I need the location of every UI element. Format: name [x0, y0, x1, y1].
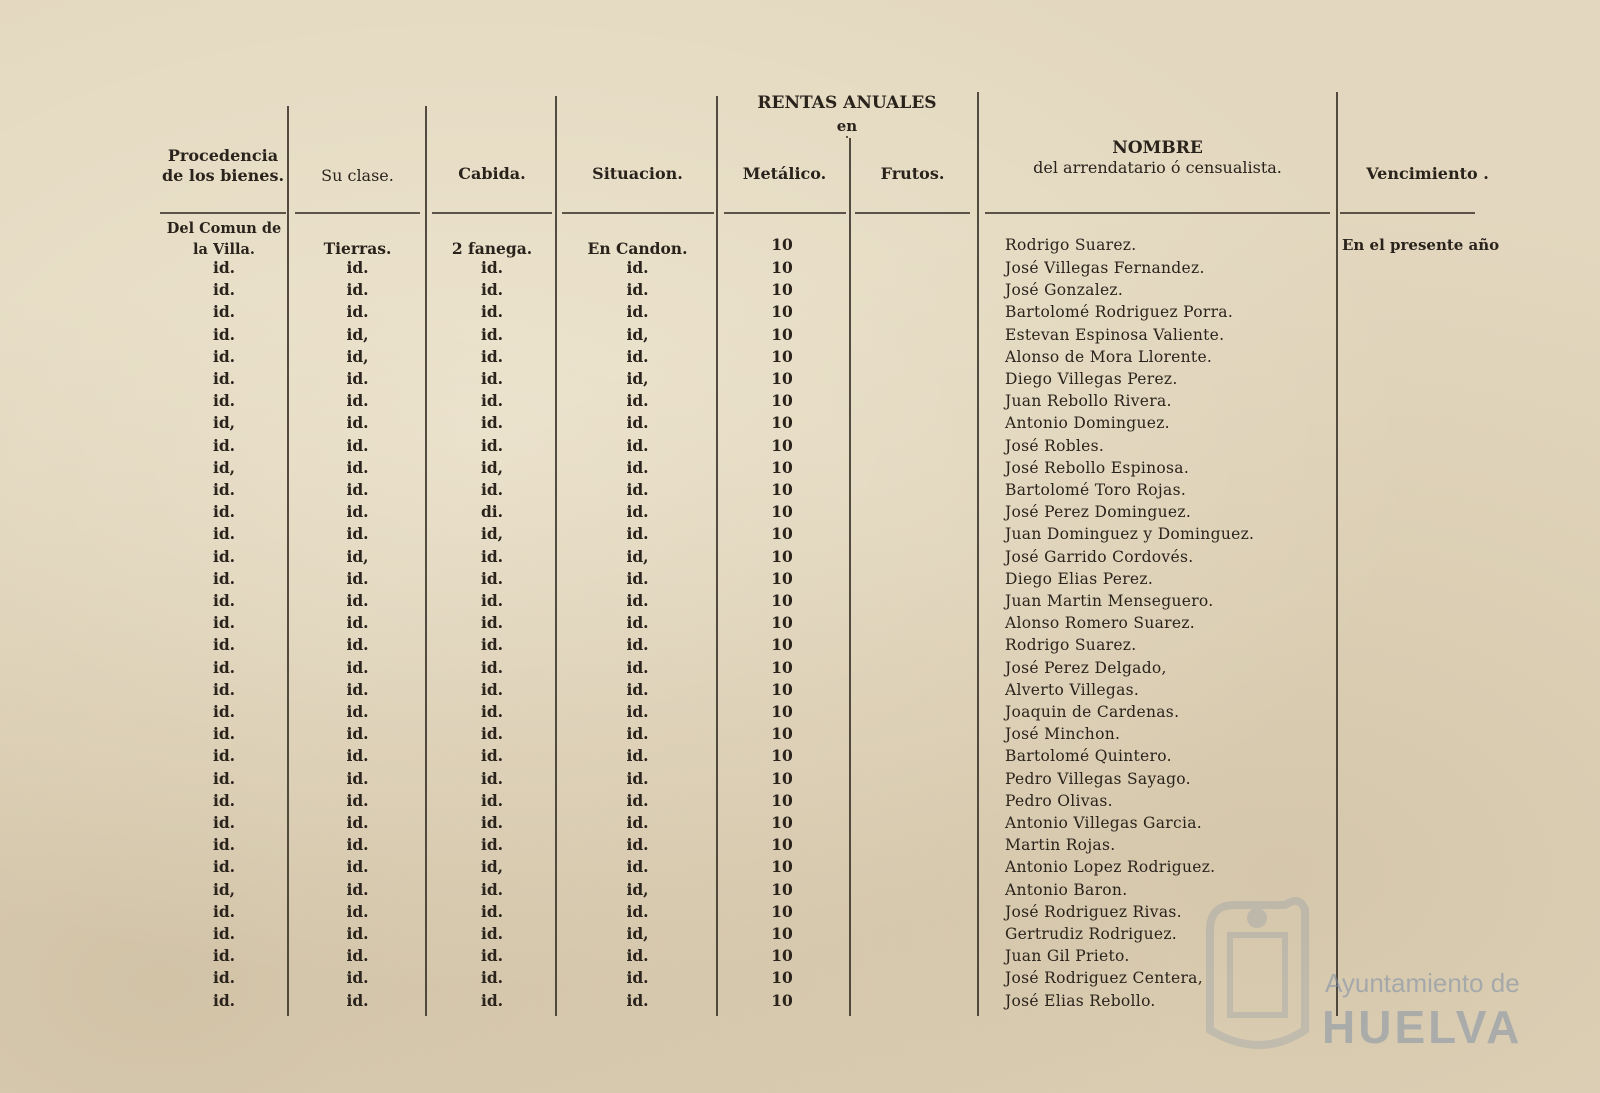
cell-clase: id. [346, 768, 369, 788]
cell-situacion: En Candon. [587, 239, 688, 258]
cell-metalico: 10 [771, 968, 793, 988]
cell-situacion: id. [626, 391, 649, 411]
cell-procedencia: id. [212, 524, 236, 544]
table-row [0, 390, 1600, 412]
cell-nombre: Juan Dominguez y Dominguez. [1005, 525, 1255, 544]
cell-cabida: id, [480, 524, 504, 544]
cell-situacion: id. [626, 790, 649, 810]
cell-nombre: Joaquin de Cardenas. [1005, 703, 1180, 721]
table-row [0, 346, 1600, 368]
cell-nombre: José Villegas Fernandez. [1005, 259, 1205, 277]
cell-procedencia: id. [212, 324, 236, 344]
table-row [0, 257, 1600, 279]
cell-clase: id. [346, 879, 369, 899]
cell-procedencia [160, 218, 288, 260]
header-nombre-line2: del arrendatario ó censualista. [1033, 158, 1282, 177]
cell-cabida: id. [480, 657, 504, 677]
cell-nombre: Antonio Villegas Garcia. [1005, 814, 1202, 832]
cell-metalico: 10 [771, 901, 793, 921]
cell-cabida: id. [480, 568, 504, 588]
cell-cabida: id. [480, 879, 504, 899]
cell-metalico: 10 [771, 568, 793, 588]
cell-situacion: id. [626, 457, 649, 477]
cell-situacion: id, [626, 324, 649, 344]
cell-cabida: 2 fanega. [451, 239, 533, 258]
cell-situacion: id. [626, 724, 649, 744]
cell-cabida: id. [480, 435, 504, 455]
cell-nombre: Bartolomé Toro Rojas. [1005, 481, 1187, 499]
cell-cabida: id. [480, 391, 504, 411]
cell-procedencia: id. [212, 546, 236, 566]
cell-clase: id. [346, 946, 369, 966]
cell-procedencia: id. [212, 990, 236, 1010]
cell-metalico: 10 [771, 746, 793, 766]
cell-procedencia: id. [212, 813, 236, 832]
cell-metalico: 10 [771, 546, 793, 566]
cell-nombre: Juan Gil Prieto. [1005, 947, 1130, 966]
cell-procedencia: id. [212, 613, 236, 633]
cell-nombre: Antonio Dominguez. [1005, 414, 1170, 433]
cell-cabida: id. [480, 369, 504, 388]
cell-nombre: Diego Elias Perez. [1005, 569, 1154, 588]
table-row [0, 301, 1600, 323]
cell-situacion: id. [626, 679, 649, 699]
cell-nombre: Rodrigo Suarez. [1005, 236, 1137, 254]
cell-metalico: 10 [771, 502, 793, 522]
cell-situacion: id. [626, 813, 649, 832]
cell-procedencia: id. [212, 835, 236, 855]
cell-clase: id. [346, 657, 369, 677]
cell-metalico: 10 [771, 813, 793, 832]
cell-nombre: Bartolomé Quintero. [1005, 747, 1172, 766]
cell-cabida: id. [480, 302, 504, 322]
cell-procedencia: id. [212, 346, 236, 366]
cell-nombre: Juan Martin Menseguero. [1005, 592, 1214, 610]
cell-procedencia: id. [212, 435, 236, 455]
cell-nombre: José Perez Dominguez. [1005, 503, 1192, 522]
cell-procedencia-line1: Del Comun de [166, 220, 282, 237]
cell-metalico: 10 [771, 391, 793, 411]
cell-cabida: id. [480, 924, 504, 943]
cell-clase: Tierras. [323, 239, 392, 258]
header-rule-situacion [562, 212, 714, 214]
cell-cabida: id, [480, 857, 504, 877]
cell-cabida: id. [480, 280, 504, 300]
cell-metalico: 10 [771, 480, 793, 499]
cell-vencimiento: En el presente año [1342, 236, 1500, 254]
table-row [0, 745, 1600, 767]
header-rentas-en: en [836, 117, 858, 135]
cell-procedencia: id. [212, 502, 236, 522]
header-situacion: Situacion. [592, 164, 683, 183]
cell-metalico: 10 [771, 235, 793, 254]
header-nombre-line1: NOMBRE [1112, 138, 1203, 158]
cell-clase: id. [346, 302, 369, 322]
cell-cabida: id. [480, 724, 504, 744]
cell-nombre: José Perez Delgado, [1005, 658, 1167, 677]
cell-clase: id, [346, 324, 369, 344]
table-row [0, 501, 1600, 523]
cell-nombre: José Elias Rebollo. [1005, 991, 1156, 1010]
cell-metalico: 10 [771, 613, 793, 633]
header-procedencia-line2: de los bienes. [161, 166, 285, 185]
header-rule-nombre [985, 212, 1330, 214]
cell-clase: id. [346, 524, 369, 544]
cell-clase: id, [346, 346, 369, 366]
cell-cabida: id, [480, 457, 504, 477]
table-row [0, 568, 1600, 590]
cell-clase: id. [346, 435, 369, 455]
cell-procedencia: id. [212, 702, 236, 721]
cell-procedencia: id. [212, 746, 236, 766]
cell-situacion: id. [626, 635, 649, 655]
cell-procedencia: id. [212, 280, 236, 300]
cell-situacion: id. [626, 302, 649, 322]
cell-cabida: id. [480, 990, 504, 1010]
cell-metalico: 10 [771, 369, 793, 388]
cell-cabida: id. [480, 790, 504, 810]
cell-metalico: 10 [771, 635, 793, 655]
header-vencimiento: Vencimiento . [1366, 164, 1489, 183]
watermark-line2: HUELVA [1322, 1001, 1523, 1053]
table-row [0, 546, 1600, 568]
rentas-rule [846, 136, 848, 138]
cell-cabida: id. [480, 768, 504, 788]
cell-cabida: id. [480, 946, 504, 966]
cell-cabida: id. [480, 613, 504, 633]
cell-metalico: 10 [771, 280, 793, 300]
cell-procedencia: id. [212, 480, 236, 499]
table-row [0, 856, 1600, 878]
cell-situacion: id. [626, 568, 649, 588]
cell-procedencia: id, [212, 457, 236, 477]
cell-cabida: id. [480, 324, 504, 344]
cell-clase: id. [346, 835, 369, 855]
cell-situacion: id. [626, 613, 649, 633]
header-rule-cabida [432, 212, 552, 214]
cell-nombre: Estevan Espinosa Valiente. [1005, 325, 1225, 344]
header-procedencia [160, 146, 286, 186]
header-metalico: Metálico. [742, 164, 827, 183]
cell-situacion: id, [626, 924, 649, 943]
cell-cabida: id. [480, 480, 504, 499]
cell-situacion: id. [626, 835, 649, 855]
cell-cabida: id. [480, 702, 504, 721]
cell-cabida: id. [480, 746, 504, 766]
header-nombre [985, 138, 1330, 178]
cell-situacion: id. [626, 990, 649, 1010]
cell-clase: id. [346, 391, 369, 411]
cell-metalico: 10 [771, 946, 793, 966]
cell-procedencia: id. [212, 901, 236, 921]
cell-clase: id. [346, 635, 369, 655]
cell-procedencia: id. [212, 679, 236, 699]
cell-metalico: 10 [771, 924, 793, 943]
cell-procedencia: id. [212, 968, 236, 988]
cell-cabida: id. [480, 413, 504, 433]
cell-metalico: 10 [771, 258, 793, 277]
table-row-first [0, 218, 1600, 262]
cell-clase: id. [346, 724, 369, 744]
cell-situacion: id. [626, 258, 649, 277]
cell-situacion: id. [626, 280, 649, 300]
cell-nombre: Pedro Villegas Sayago. [1005, 769, 1191, 788]
table-row [0, 279, 1600, 301]
table-row [0, 324, 1600, 346]
cell-procedencia: id, [212, 879, 236, 899]
cell-cabida: id. [480, 901, 504, 921]
cell-nombre: Gertrudiz Rodriguez. [1005, 925, 1178, 943]
cell-clase: id. [346, 480, 369, 499]
cell-nombre: José Garrido Cordovés. [1005, 547, 1194, 566]
table-row [0, 479, 1600, 501]
cell-nombre: Diego Villegas Perez. [1005, 370, 1178, 388]
cell-clase: id. [346, 258, 369, 277]
table-row [0, 790, 1600, 812]
cell-nombre: Rodrigo Suarez. [1005, 636, 1137, 655]
cell-situacion: id. [626, 746, 649, 766]
cell-clase: id. [346, 413, 369, 433]
cell-procedencia: id. [212, 391, 236, 411]
cell-clase: id. [346, 924, 369, 943]
header-clase: Su clase. [321, 166, 394, 185]
cell-clase: id. [346, 968, 369, 988]
cell-situacion: id. [626, 413, 649, 433]
cell-nombre: Antonio Baron. [1005, 880, 1128, 899]
cell-procedencia: id, [212, 413, 236, 433]
table-row [0, 723, 1600, 745]
header-frutos: Frutos. [880, 164, 945, 183]
table-row [0, 412, 1600, 434]
cell-metalico: 10 [771, 591, 793, 610]
table-row [0, 768, 1600, 790]
cell-procedencia: id. [212, 302, 236, 322]
cell-nombre: Alverto Villegas. [1005, 680, 1140, 699]
cell-situacion: id. [626, 657, 649, 677]
cell-clase: id. [346, 813, 369, 832]
cell-clase: id. [346, 369, 369, 388]
cell-cabida: id. [480, 258, 504, 277]
cell-procedencia: id. [212, 568, 236, 588]
cell-clase: id. [346, 280, 369, 300]
cell-cabida: id. [480, 546, 504, 566]
cell-procedencia-line2: la Villa. [193, 241, 255, 258]
cell-situacion: id. [626, 502, 649, 522]
cell-clase: id. [346, 502, 369, 522]
table-row [0, 812, 1600, 834]
table-row [0, 657, 1600, 679]
cell-metalico: 10 [771, 990, 793, 1010]
cell-procedencia: id. [212, 369, 236, 388]
cell-nombre: José Rodriguez Rivas. [1005, 902, 1182, 921]
cell-clase: id. [346, 591, 369, 610]
cell-metalico: 10 [771, 879, 793, 899]
cell-situacion: id. [626, 768, 649, 788]
cell-clase: id. [346, 990, 369, 1010]
cell-clase: id. [346, 679, 369, 699]
cell-metalico: 10 [771, 524, 793, 544]
header-rule-procedencia [160, 212, 286, 214]
cell-clase: id. [346, 702, 369, 721]
header-cabida: Cabida. [458, 164, 526, 183]
cell-clase: id. [346, 901, 369, 921]
cell-metalico: 10 [771, 857, 793, 877]
table-row [0, 457, 1600, 479]
cell-nombre: Juan Rebollo Rivera. [1005, 392, 1172, 411]
header-rule-metalico [724, 212, 846, 214]
cell-procedencia: id. [212, 790, 236, 810]
cell-metalico: 10 [771, 724, 793, 744]
cell-cabida: id. [480, 968, 504, 988]
cell-procedencia: id. [212, 924, 236, 943]
table-row [0, 590, 1600, 612]
cell-metalico: 10 [771, 768, 793, 788]
cell-situacion: id. [626, 591, 649, 610]
cell-metalico: 10 [771, 835, 793, 855]
cell-situacion: id. [626, 946, 649, 966]
cell-clase: id, [346, 546, 369, 566]
cell-procedencia: id. [212, 768, 236, 788]
cell-procedencia: id. [212, 946, 236, 966]
cell-nombre: José Rebollo Espinosa. [1005, 458, 1190, 477]
table-row [0, 679, 1600, 701]
watermark-line1: Ayuntamiento de [1325, 968, 1520, 998]
cell-situacion: id, [626, 369, 649, 388]
cell-clase: id. [346, 457, 369, 477]
cell-clase: id. [346, 790, 369, 810]
cell-clase: id. [346, 613, 369, 633]
cell-cabida: id. [480, 679, 504, 699]
cell-metalico: 10 [771, 702, 793, 721]
cell-procedencia: id. [212, 258, 236, 277]
cell-situacion: id. [626, 702, 649, 721]
cell-metalico: 10 [771, 302, 793, 322]
cell-metalico: 10 [771, 657, 793, 677]
cell-cabida: id. [480, 635, 504, 655]
table-row [0, 612, 1600, 634]
cell-metalico: 10 [771, 346, 793, 366]
cell-clase: id. [346, 746, 369, 766]
cell-nombre: Bartolomé Rodriguez Porra. [1005, 303, 1234, 322]
cell-nombre: José Gonzalez. [1005, 281, 1124, 300]
table-row [0, 634, 1600, 656]
cell-procedencia: id. [212, 857, 236, 877]
header-rule-vencimiento [1340, 212, 1475, 214]
cell-clase: id. [346, 568, 369, 588]
table-row [0, 701, 1600, 723]
cell-procedencia: id. [212, 591, 236, 610]
cell-metalico: 10 [771, 679, 793, 699]
cell-nombre: José Robles. [1005, 436, 1105, 455]
cell-metalico: 10 [771, 435, 793, 455]
cell-metalico: 10 [771, 457, 793, 477]
cell-nombre: Antonio Lopez Rodriguez. [1005, 858, 1216, 877]
header-procedencia-line1: Procedencia [167, 146, 279, 165]
cell-nombre: Alonso de Mora Llorente. [1005, 347, 1213, 366]
cell-procedencia: id. [212, 635, 236, 655]
cell-situacion: id. [626, 524, 649, 544]
table-row [0, 523, 1600, 545]
cell-nombre: José Minchon. [1005, 725, 1121, 744]
cell-situacion: id. [626, 480, 649, 499]
table-row [0, 368, 1600, 390]
cell-nombre: Martin Rojas. [1005, 836, 1116, 855]
cell-metalico: 10 [771, 324, 793, 344]
cell-cabida: id. [480, 835, 504, 855]
cell-cabida: id. [480, 346, 504, 366]
table-row [0, 834, 1600, 856]
cell-situacion: id. [626, 968, 649, 988]
cell-situacion: id. [626, 346, 649, 366]
cell-cabida: id. [480, 591, 504, 610]
cell-nombre: Pedro Olivas. [1005, 791, 1113, 810]
cell-situacion: id. [626, 901, 649, 921]
cell-cabida: id. [480, 813, 504, 832]
cell-clase: id. [346, 857, 369, 877]
cell-procedencia: id. [212, 724, 236, 744]
cell-procedencia: id. [212, 657, 236, 677]
cell-cabida: di. [480, 502, 504, 522]
cell-situacion: id. [626, 435, 649, 455]
table-row [0, 435, 1600, 457]
cell-situacion: id, [626, 879, 649, 899]
header-rentas-title: RENTAS ANUALES [757, 93, 937, 113]
cell-situacion: id. [626, 857, 649, 877]
header-rule-clase [295, 212, 420, 214]
cell-situacion: id, [626, 546, 649, 566]
cell-nombre: Alonso Romero Suarez. [1005, 614, 1196, 633]
cell-nombre: José Rodriguez Centera, [1005, 969, 1203, 988]
header-rule-frutos [855, 212, 970, 214]
cell-metalico: 10 [771, 413, 793, 433]
cell-metalico: 10 [771, 790, 793, 810]
